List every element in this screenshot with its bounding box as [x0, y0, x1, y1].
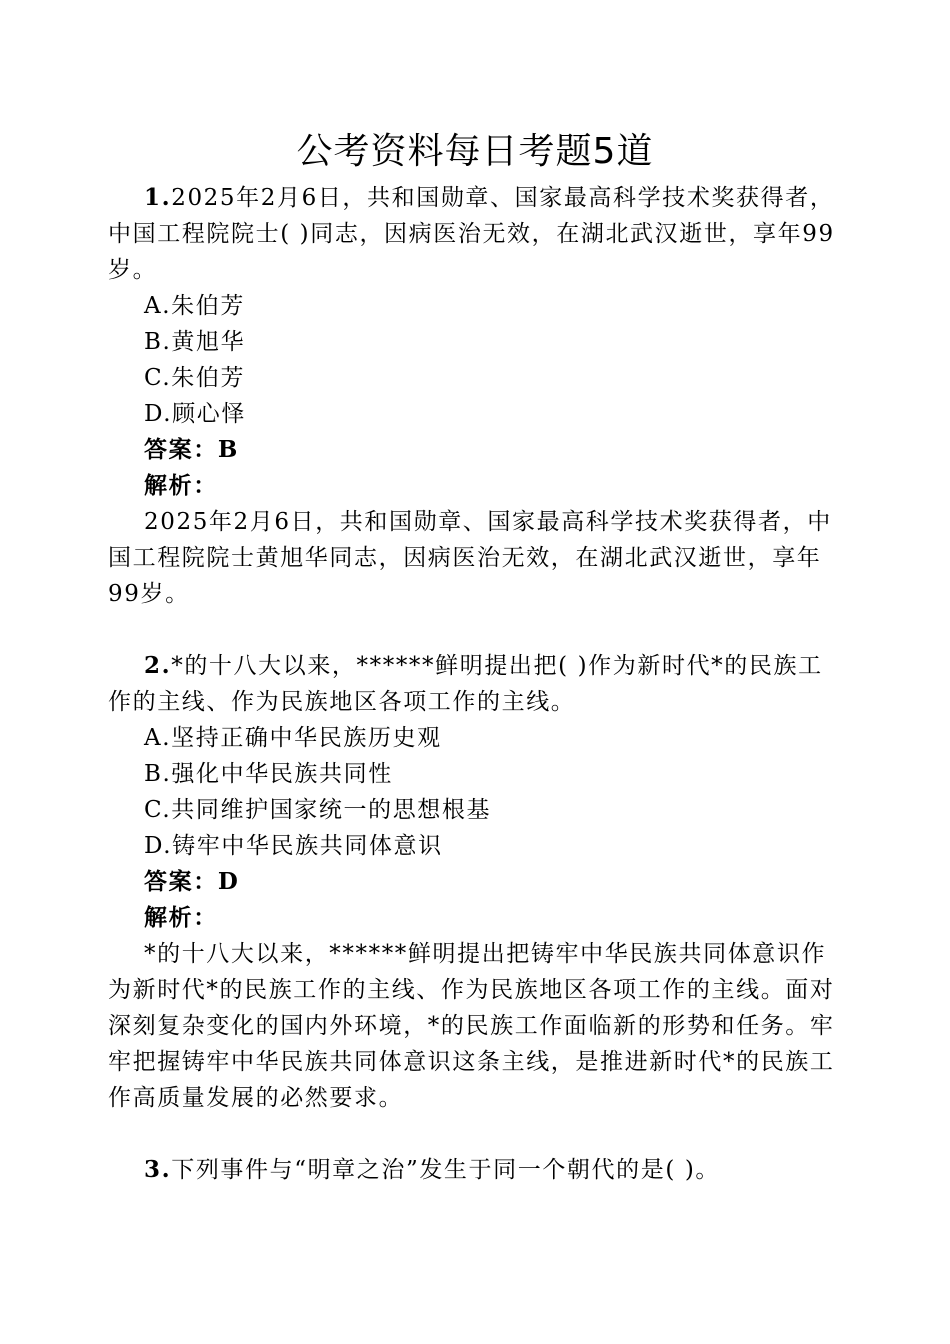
option-a: A.朱伯芳: [144, 293, 245, 319]
question-2: [108, 648, 846, 1116]
option-c: C.共同维护国家统一的思想根基: [144, 797, 492, 823]
answer-value: B: [217, 436, 239, 463]
option-a: A.坚持正确中华民族历史观: [144, 725, 442, 751]
question-text: 2025年2月6日，共和国勋章、国家最高科学技术奖获得者，中国工程院院士( )同志，因病医治无效，在湖北武汉逝世，享年99岁。: [108, 185, 835, 283]
question-1: [108, 180, 846, 612]
analysis-text: *的十八大以来，******鲜明提出把铸牢中华民族共同体意识作为新时代*的民族工作的主线、作为民族地区各项工作的主线。面对深刻复杂变化的国内外环境，*的民族工作面临新的形势和任务。牢牢把握铸牢中华民族共同体意识这条主线，是推进新时代*的民族工作高质量发展的必然要求。: [108, 941, 835, 1111]
answer-line: [108, 864, 846, 900]
spacer: [108, 612, 846, 648]
spacer: [108, 1116, 846, 1152]
answer-line: [108, 432, 846, 468]
analysis-text: 2025年2月6日，共和国勋章、国家最高科学技术奖获得者，中国工程院院士黄旭华同志，因病医治无效，在湖北武汉逝世，享年99岁。: [108, 509, 832, 607]
answer-label: 答案：: [144, 436, 218, 463]
question-number: 1.: [144, 184, 172, 211]
option-b: B.黄旭华: [144, 329, 246, 355]
analysis-label: 解析：: [144, 472, 218, 499]
option-c: C.朱伯芳: [144, 365, 246, 391]
answer-value: D: [217, 868, 240, 895]
option-d: D.顾心怿: [144, 401, 246, 427]
question-text: 下列事件与“明章之治”发生于同一个朝代的是( )。: [171, 1157, 720, 1183]
question-number: 2.: [144, 652, 172, 679]
option-d: D.铸牢中华民族共同体意识: [144, 833, 443, 859]
page-title: 公考资料每日考题5道: [296, 131, 654, 172]
question-3: [108, 1152, 846, 1188]
analysis-label: 解析：: [144, 904, 218, 931]
question-stem: [108, 180, 846, 288]
document-body: [108, 180, 846, 1188]
answer-label: 答案：: [144, 868, 218, 895]
question-stem: [108, 1152, 846, 1188]
question-stem: [108, 648, 846, 720]
question-text: *的十八大以来，******鲜明提出把( )作为新时代*的民族工作的主线、作为民族地区各项工作的主线。: [108, 653, 823, 715]
option-b: B.强化中华民族共同性: [144, 761, 393, 787]
question-number: 3.: [144, 1156, 172, 1183]
